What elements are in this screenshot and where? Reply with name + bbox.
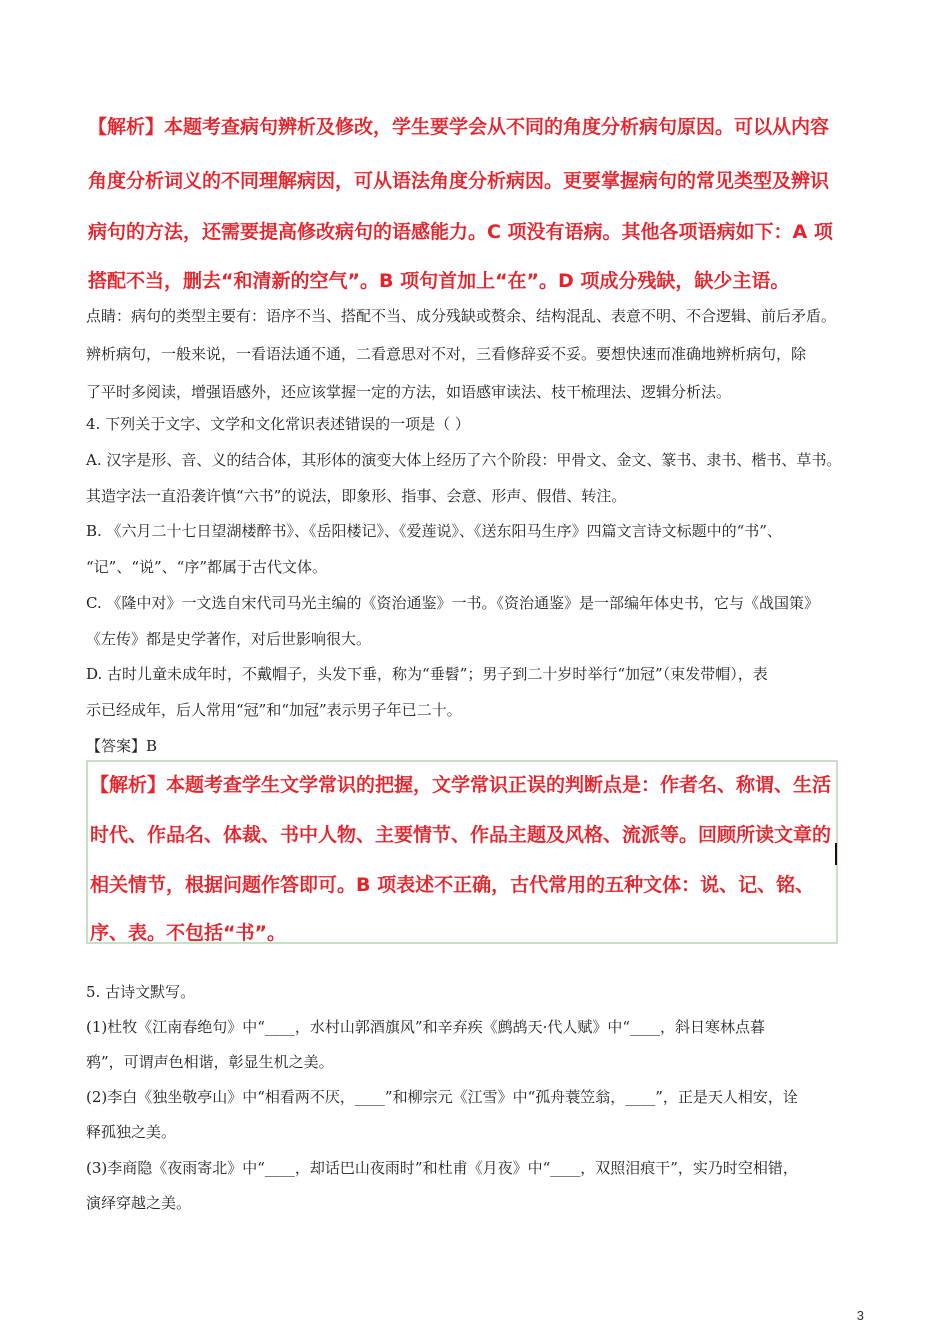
option-b-line: B. 《六月二十七日望湖楼醉书》、《岳阳楼记》、《爱莲说》、《送东阳马生序》四篇文言诗文标题中的“书”、 bbox=[86, 522, 782, 540]
page-number: 3 bbox=[856, 1308, 864, 1323]
analysis-1-line: 角度分析词义的不同理解病因，可从语法角度分析病因。更要掌握病句的常见类型及辨识 bbox=[88, 170, 830, 192]
q5-item-line: 鸦”，可谓声色相谐，彰显生机之美。 bbox=[86, 1053, 334, 1071]
option-c-line: C. 《隆中对》一文选自宋代司马光主编的《资治通鉴》一书。《资治通鉴》是一部编年体史书，它与《战国策》 bbox=[86, 594, 819, 612]
analysis-2-line: 序、表。不包括“书”。 bbox=[90, 922, 286, 944]
analysis-2-line: 时代、作品名、体裁、书中人物、主要情节、作品主题及风格、流派等。回顾所读文章的 bbox=[90, 824, 832, 846]
tip-line: 辨析病句，一般来说，一看语法通不通，二看意思对不对，三看修辞妥不妥。要想快速而准确地辨析病句，除 bbox=[86, 345, 807, 363]
question-4-stem: 4. 下列关于文字、文学和文化常识表述错误的一项是（ ） bbox=[86, 415, 470, 433]
analysis-block-1 bbox=[86, 112, 838, 292]
q5-item-line: 演绎穿越之美。 bbox=[86, 1194, 192, 1212]
tip-line: 点睛：病句的类型主要有：语序不当、搭配不当、成分残缺或赘余、结构混乱、表意不明、不合逻辑、前后矛盾。 bbox=[86, 307, 837, 325]
answer-label: 【答案】B bbox=[86, 737, 158, 755]
question-5-stem: 5. 古诗文默写。 bbox=[86, 983, 196, 1001]
option-d-line: D. 古时儿童未成年时，不戴帽子，头发下垂，称为“垂髫”；男子到二十岁时举行“加冠”（束发带帽），表 bbox=[86, 665, 768, 683]
q5-item-line: (1)杜牧《江南春绝句》中“____，水村山郭酒旗风”和辛弃疾《鹧鸪天·代人赋》中“____，斜日寒林点暮 bbox=[86, 1018, 766, 1036]
option-c-line: 《左传》都是史学著作，对后世影响很大。 bbox=[86, 630, 372, 648]
option-d-line: 示已经成年，后人常用“冠”和“加冠”表示男子年已二十。 bbox=[86, 701, 462, 719]
analysis-2-line: 【解析】本题考查学生文学常识的把握，文学常识正误的判断点是：作者名、称谓、生活 bbox=[90, 774, 832, 796]
option-b-line: “记”、“说”、“序”都属于古代文体。 bbox=[86, 558, 328, 576]
tip-line: 了平时多阅读，增强语感外，还应该掌握一定的方法，如语感审读法、枝干梳理法、逻辑分析法。 bbox=[86, 383, 732, 401]
analysis-1-line: 【解析】本题考查病句辨析及修改，学生要学会从不同的角度分析病句原因。可以从内容 bbox=[88, 116, 830, 138]
analysis-2-line: 相关情节，根据问题作答即可。B 项表述不正确，古代常用的五种文体：说、记、铭、 bbox=[90, 874, 815, 896]
option-a-line: 其造字法一直沿袭许慎“六书”的说法，即象形、指事、会意、形声、假借、转注。 bbox=[86, 487, 627, 505]
q5-item-line: (2)李白《独坐敬亭山》中“相看两不厌，____”和柳宗元《江雪》中“孤舟蓑笠翁，____”，正是天人相安，诠 bbox=[86, 1088, 798, 1106]
q5-item-line: 释孤独之美。 bbox=[86, 1123, 177, 1141]
q5-item-line: (3)李商隐《夜雨寄北》中“____，却话巴山夜雨时”和杜甫《月夜》中“____，双照泪痕干”，实乃时空相错， bbox=[86, 1159, 798, 1177]
analysis-1-line: 搭配不当，删去“和清新的空气”。B 项句首加上“在”。D 项成分残缺，缺少主语。 bbox=[88, 270, 790, 292]
analysis-block-2 bbox=[86, 760, 838, 944]
text-cursor bbox=[835, 843, 837, 865]
option-a-line: A. 汉字是形、音、义的结合体，其形体的演变大体上经历了六个阶段：甲骨文、金文、篆书、隶书、楷书、草书。 bbox=[86, 451, 842, 469]
analysis-1-line: 病句的方法，还需要提高修改病句的语感能力。C 项没有语病。其他各项语病如下：A 项 bbox=[88, 221, 833, 243]
